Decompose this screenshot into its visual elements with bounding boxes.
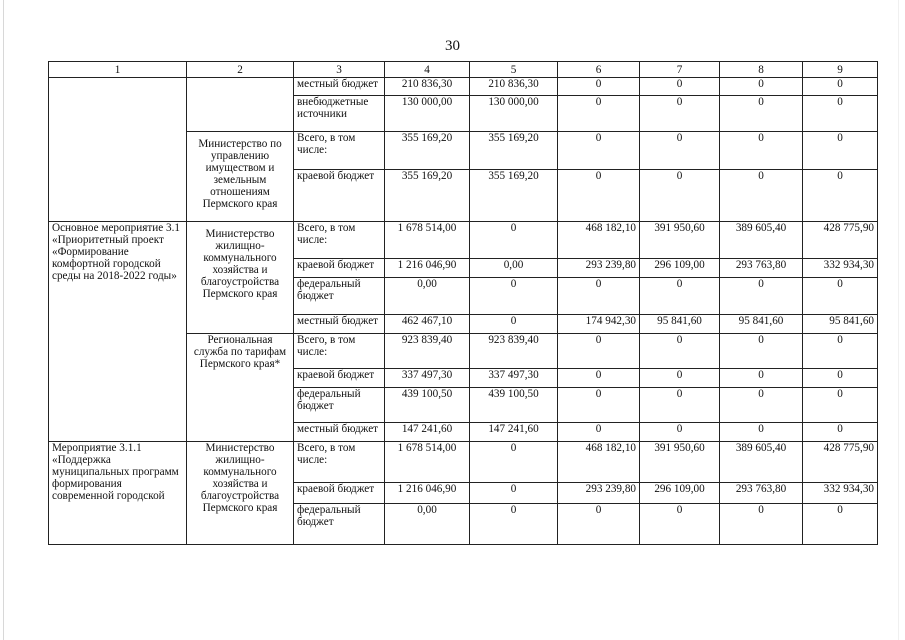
amount-cell: 462 467,10 xyxy=(385,314,470,333)
agency-housing-ministry: Министерство жилищно-коммунального хозяйства и благоустройства Пермского края xyxy=(187,441,294,544)
column-number: 8 xyxy=(720,62,803,78)
amount-cell: 293 239,80 xyxy=(558,482,640,503)
amount-cell: 0 xyxy=(558,387,640,422)
amount-cell: 147 241,60 xyxy=(470,423,558,441)
amount-cell: 0 xyxy=(558,333,640,368)
amount-cell: 389 605,40 xyxy=(720,441,803,482)
amount-cell: 210 836,30 xyxy=(385,78,470,96)
budget-source: Всего, в том числе: xyxy=(294,333,385,368)
agency-housing-ministry: Министерство жилищно-коммунального хозяйства и благоустройства Пермского края xyxy=(187,222,294,334)
amount-cell: 0 xyxy=(803,333,878,368)
table-row xyxy=(49,78,878,96)
budget-source: Всего, в том числе: xyxy=(294,222,385,259)
amount-cell: 0 xyxy=(640,333,720,368)
amount-cell: 428 775,90 xyxy=(803,222,878,259)
amount-cell: 0 xyxy=(558,503,640,544)
amount-cell: 468 182,10 xyxy=(558,222,640,259)
amount-cell: 293 763,80 xyxy=(720,482,803,503)
budget-source: местный бюджет xyxy=(294,78,385,96)
column-number: 5 xyxy=(470,62,558,78)
amount-cell: 0 xyxy=(803,131,878,169)
scan-edge-left xyxy=(3,0,4,640)
amount-cell: 0,00 xyxy=(385,277,470,314)
amount-cell: 428 775,90 xyxy=(803,441,878,482)
page-number: 30 xyxy=(445,38,460,54)
table-row xyxy=(49,222,878,259)
budget-source: внебюджетные источники xyxy=(294,96,385,131)
amount-cell: 0 xyxy=(720,387,803,422)
budget-source: краевой бюджет xyxy=(294,258,385,277)
budget-source: краевой бюджет xyxy=(294,369,385,387)
amount-cell: 0 xyxy=(803,170,878,222)
amount-cell: 0 xyxy=(803,387,878,422)
amount-cell: 0 xyxy=(558,369,640,387)
budget-source: местный бюджет xyxy=(294,314,385,333)
amount-cell: 923 839,40 xyxy=(470,333,558,368)
amount-cell: 1 678 514,00 xyxy=(385,441,470,482)
amount-cell: 0 xyxy=(558,131,640,169)
amount-cell: 0 xyxy=(558,277,640,314)
amount-cell: 439 100,50 xyxy=(385,387,470,422)
amount-cell: 337 497,30 xyxy=(385,369,470,387)
amount-cell: 355 169,20 xyxy=(385,170,470,222)
amount-cell: 0 xyxy=(558,423,640,441)
amount-cell: 0 xyxy=(803,423,878,441)
amount-cell: 95 841,60 xyxy=(720,314,803,333)
amount-cell: 0 xyxy=(720,333,803,368)
amount-cell: 0 xyxy=(470,314,558,333)
amount-cell: 1 216 046,90 xyxy=(385,482,470,503)
amount-cell: 0 xyxy=(720,369,803,387)
amount-cell: 0 xyxy=(470,277,558,314)
agency-tariff-service: Региональная служба по тарифам Пермского края* xyxy=(187,333,294,441)
column-number: 6 xyxy=(558,62,640,78)
amount-cell: 130 000,00 xyxy=(470,96,558,131)
amount-cell: 293 239,80 xyxy=(558,258,640,277)
amount-cell: 174 942,30 xyxy=(558,314,640,333)
amount-cell: 0 xyxy=(640,387,720,422)
amount-cell: 0,00 xyxy=(385,503,470,544)
budget-source: краевой бюджет xyxy=(294,482,385,503)
amount-cell: 147 241,60 xyxy=(385,423,470,441)
column-number: 3 xyxy=(294,62,385,78)
amount-cell: 0 xyxy=(720,131,803,169)
amount-cell: 0 xyxy=(640,503,720,544)
column-number-row xyxy=(49,62,878,78)
amount-cell: 0 xyxy=(640,78,720,96)
amount-cell: 0 xyxy=(558,78,640,96)
event-3-1-1-title: Мероприятие 3.1.1 «Поддержка муниципальных программ формирования современной городской xyxy=(49,441,187,544)
budget-source: местный бюджет xyxy=(294,423,385,441)
amount-cell: 0 xyxy=(803,78,878,96)
amount-cell: 0 xyxy=(720,170,803,222)
amount-cell: 355 169,20 xyxy=(470,170,558,222)
amount-cell: 0 xyxy=(558,170,640,222)
amount-cell: 468 182,10 xyxy=(558,441,640,482)
budget-source: федеральный бюджет xyxy=(294,277,385,314)
budget-source: Всего, в том числе: xyxy=(294,441,385,482)
amount-cell: 923 839,40 xyxy=(385,333,470,368)
column-number: 4 xyxy=(385,62,470,78)
column-number: 2 xyxy=(187,62,294,78)
amount-cell: 0 xyxy=(470,503,558,544)
amount-cell: 0 xyxy=(803,277,878,314)
amount-cell: 0 xyxy=(803,96,878,131)
amount-cell: 391 950,60 xyxy=(640,222,720,259)
amount-cell: 0 xyxy=(720,96,803,131)
amount-cell: 0 xyxy=(640,423,720,441)
column-number: 7 xyxy=(640,62,720,78)
amount-cell: 389 605,40 xyxy=(720,222,803,259)
main-event-3-1-title: Основное мероприятие 3.1 «Приоритетный проект «Формирование комфортной городской среды на 2018-2022 годы» xyxy=(49,222,187,441)
budget-table xyxy=(48,61,878,545)
budget-source: федеральный бюджет xyxy=(294,503,385,544)
agency-property-ministry: Министерство по управлению имуществом и земельным отношениям Пермского края xyxy=(187,131,294,221)
budget-source: федеральный бюджет xyxy=(294,387,385,422)
budget-source: краевой бюджет xyxy=(294,170,385,222)
amount-cell: 355 169,20 xyxy=(385,131,470,169)
amount-cell: 0 xyxy=(470,222,558,259)
amount-cell: 391 950,60 xyxy=(640,441,720,482)
amount-cell: 130 000,00 xyxy=(385,96,470,131)
amount-cell: 293 763,80 xyxy=(720,258,803,277)
amount-cell: 296 109,00 xyxy=(640,258,720,277)
amount-cell: 0 xyxy=(640,369,720,387)
amount-cell: 0 xyxy=(640,131,720,169)
amount-cell: 0 xyxy=(803,369,878,387)
amount-cell: 337 497,30 xyxy=(470,369,558,387)
amount-cell: 439 100,50 xyxy=(470,387,558,422)
amount-cell: 0 xyxy=(640,170,720,222)
column-number: 1 xyxy=(49,62,187,78)
amount-cell: 355 169,20 xyxy=(470,131,558,169)
amount-cell: 0 xyxy=(470,441,558,482)
amount-cell: 0 xyxy=(803,503,878,544)
amount-cell: 95 841,60 xyxy=(803,314,878,333)
scan-edge-right xyxy=(898,0,899,640)
amount-cell: 0 xyxy=(640,277,720,314)
amount-cell: 210 836,30 xyxy=(470,78,558,96)
amount-cell: 332 934,30 xyxy=(803,482,878,503)
agency-cell-continued xyxy=(187,78,294,132)
amount-cell: 95 841,60 xyxy=(640,314,720,333)
amount-cell: 332 934,30 xyxy=(803,258,878,277)
column-number: 9 xyxy=(803,62,878,78)
amount-cell: 296 109,00 xyxy=(640,482,720,503)
amount-cell: 1 678 514,00 xyxy=(385,222,470,259)
table-row xyxy=(49,441,878,482)
amount-cell: 0 xyxy=(720,277,803,314)
amount-cell: 0 xyxy=(558,96,640,131)
amount-cell: 1 216 046,90 xyxy=(385,258,470,277)
amount-cell: 0 xyxy=(720,503,803,544)
program-cell-continued xyxy=(49,78,187,222)
amount-cell: 0 xyxy=(470,482,558,503)
budget-source: Всего, в том числе: xyxy=(294,131,385,169)
amount-cell: 0 xyxy=(720,78,803,96)
amount-cell: 0 xyxy=(720,423,803,441)
amount-cell: 0 xyxy=(640,96,720,131)
amount-cell: 0,00 xyxy=(470,258,558,277)
